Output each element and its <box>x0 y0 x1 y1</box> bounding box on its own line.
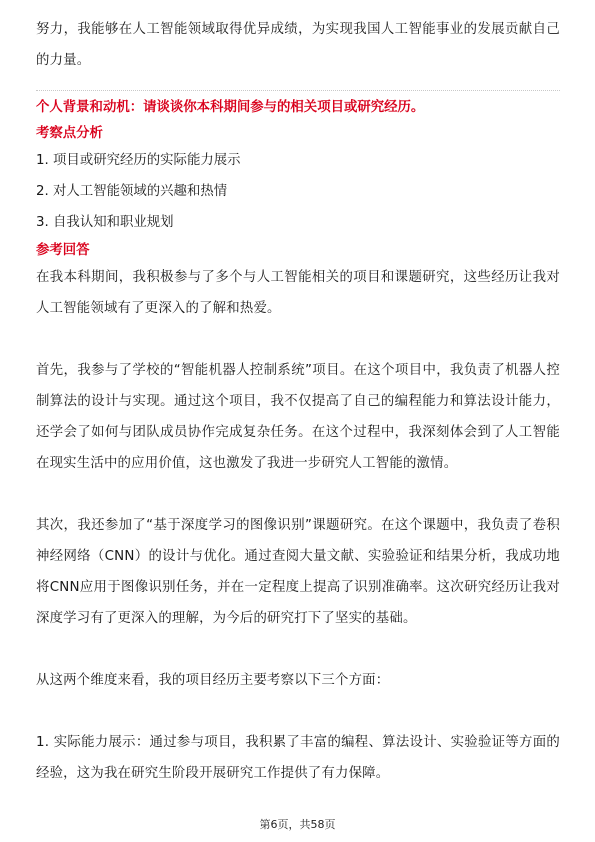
section-divider <box>36 90 560 91</box>
answer-paragraph: 其次，我还参加了“基于深度学习的图像识别”课题研究。在这个课题中，我负责了卷积神经网络（CNN）的设计与优化。通过查阅大量文献、实验验证和结果分析，我成功地将CNN应用于图像识别任务，并在一定程度上提高了识别准确率。这次研究经历让我对深度学习有了更深入的理解，为今后的研究打下了坚实的基础。 <box>36 518 560 626</box>
document-page <box>36 14 560 789</box>
question-title: 个人背景和动机：请谈谈你本科期间参与的相关项目或研究经历。 <box>36 100 425 115</box>
analysis-heading: 考察点分析 <box>36 126 103 141</box>
answer-paragraph: 首先，我参与了学校的“智能机器人控制系统”项目。在这个项目中，我负责了机器人控制算法的设计与实现。通过这个项目，我不仅提高了自己的编程能力和算法设计能力，还学会了如何与团队成员协作完成复杂任务。在这个过程中，我深刻体会到了人工智能在现实生活中的应用价值，这也激发了我进一步研究人工智能的激情。 <box>36 363 560 471</box>
page-number: 第6页，共58页 <box>259 818 336 831</box>
answer-heading: 参考回答 <box>36 243 90 258</box>
answer-paragraph: 1. 实际能力展示：通过参与项目，我积累了丰富的编程、算法设计、实验验证等方面的经验，这为我在研究生阶段开展研究工作提供了有力保障。 <box>36 735 560 781</box>
intro-paragraph: 努力，我能够在人工智能领域取得优异成绩，为实现我国人工智能事业的发展贡献自己的力量。 <box>36 22 560 68</box>
answer-paragraph: 在我本科期间，我积极参与了多个与人工智能相关的项目和课题研究，这些经历让我对人工智能领域有了更深入的了解和热爱。 <box>36 270 560 316</box>
answer-paragraph: 从这两个维度来看，我的项目经历主要考察以下三个方面： <box>36 673 390 688</box>
analysis-item: 1. 项目或研究经历的实际能力展示 <box>36 153 241 168</box>
analysis-item: 3. 自我认知和职业规划 <box>36 215 174 230</box>
analysis-item: 2. 对人工智能领域的兴趣和热情 <box>36 184 228 199</box>
